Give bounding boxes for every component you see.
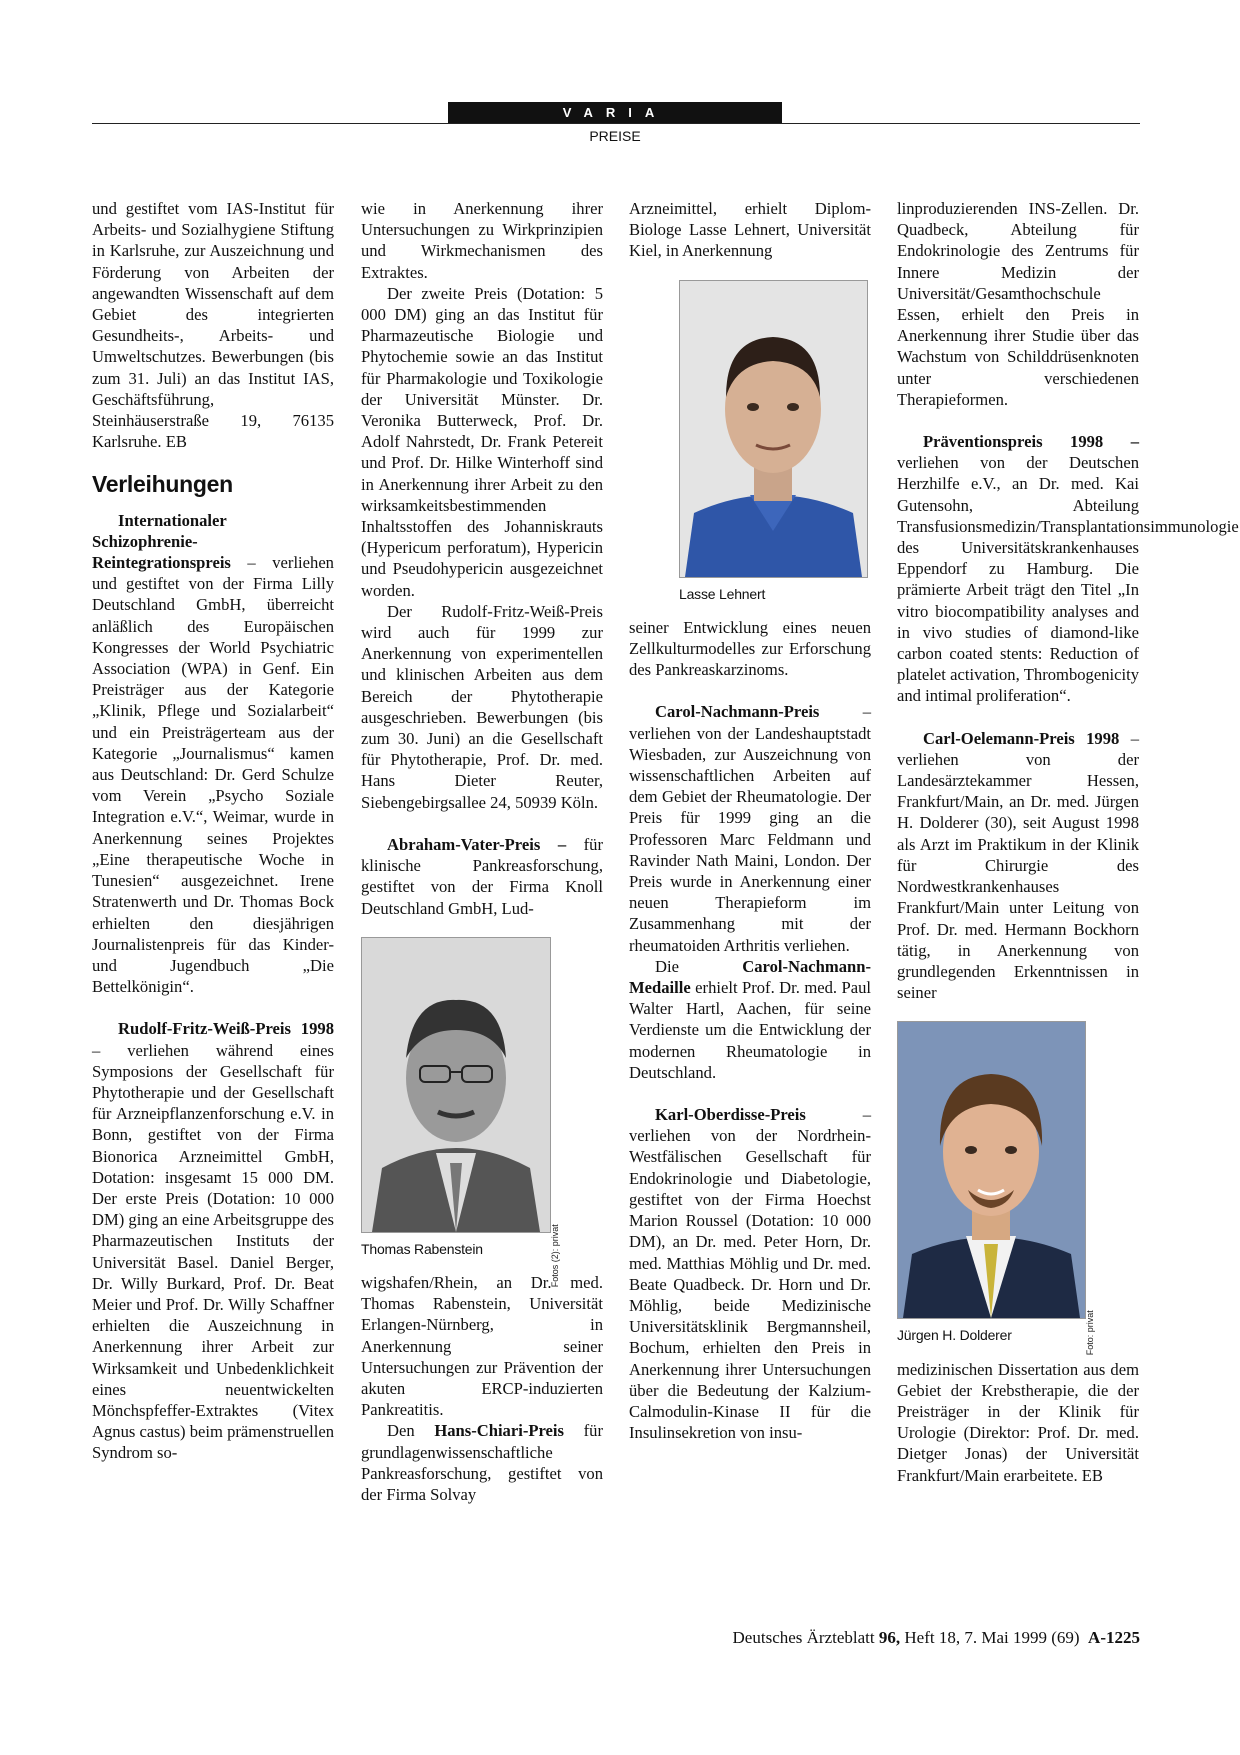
journal-name: Deutsches Ärzteblatt <box>732 1628 875 1647</box>
issue-info: Heft 18, 7. Mai 1999 (69) <box>904 1628 1080 1647</box>
award-title: Präventionspreis 1998 – <box>923 432 1139 452</box>
section-heading: Verleihungen <box>92 471 233 498</box>
page-footer <box>733 1628 1140 1648</box>
award-text: – verliehen von der Landeshauptstadt Wiesbaden, zur Auszeichnung von wissenschaftlichen Arbeiten auf dem Gebiet der Rheumatologie. Der Preis für 1999 ging an die Professoren Marc Feldmann und Ravinder Nath Maini, London. Der Preis wurde in Anerkennung einer neuen Therapieform im Zusammenhang mit der rheumatoiden Arthritis verliehen. <box>629 702 871 955</box>
paragraph <box>92 1018 334 1463</box>
section-subtitle: PREISE <box>589 128 641 144</box>
text-span: Die <box>655 956 743 976</box>
paragraph: und gestiftet vom IAS-Institut für Arbeits- und Sozialhygiene Stiftung in Karlsruhe, zur Auszeichnung und Förderung von Arbeiten der angewandten Wissenschaft auf dem Gebiet des integrierten Gesundheits-, Arbeits- und Umweltschutzes. Bewerbungen (bis zum 31. Juli) an das Institut IAS, Geschäftsführung, Steinhäuserstraße 19, 76135 Karlsruhe. EB <box>92 199 334 452</box>
award-title: Carl-Oelemann-Preis 1998 <box>923 728 1120 748</box>
paragraph <box>629 1104 871 1443</box>
photo-caption: Thomas Rabenstein <box>361 1240 483 1257</box>
paragraph <box>897 728 1139 1004</box>
paragraph <box>897 431 1239 707</box>
photo-lehnert <box>679 280 871 605</box>
award-text: für grundlagenwissenschaftliche Pankreasforschung, gestiftet von der Firma Solvay <box>361 1421 603 1504</box>
paragraph <box>629 701 871 955</box>
photo-caption: Jürgen H. Dolderer <box>897 1327 1012 1344</box>
photo-rabenstein <box>361 937 603 1287</box>
award-text: verliehen von der Deutschen Herzhilfe e.V., an Dr. med. Kai Gutensohn, Abteilung Transfusionsmedizin/Transplantationsimmunologie des Universitätskrankenhauses Eppendorf zu Hamburg. Die prämierte Arbeit trägt den Titel „In vitro biocompatibility analyses and in vivo studies of diamond-like carbon coated stents: Reduction of platelet activation, Thrombogenicity and intimal proliferation“. <box>897 453 1239 706</box>
award-title: Carol-Nachmann-Preis <box>655 702 820 722</box>
text-span: Den <box>387 1421 435 1441</box>
award-title: Carol-Nachmann-Medaille <box>629 956 871 998</box>
portrait-icon <box>898 1022 1085 1318</box>
volume-number: 96, <box>878 1628 901 1647</box>
page-number: A-1225 <box>1088 1628 1140 1647</box>
portrait-image <box>679 280 868 578</box>
award-title: Karl-Oberdisse-Preis <box>655 1105 806 1125</box>
column-4 <box>897 198 1239 1618</box>
column-2 <box>361 198 603 1618</box>
paragraph: seiner Entwicklung eines neuen Zellkulturmodelles zur Erforschung des Pankreaskarzinoms. <box>629 617 871 680</box>
portrait-icon <box>680 281 867 577</box>
paragraph: linproduzierenden INS-Zellen. Dr. Quadbeck, Abteilung für Endokrinologie des Zentrums für Innere Medizin der Universität/Gesamthochschule Essen, erhielt den Preis in Anerkennung ihrer Studie über das Wachstum von Schilddrüsenknoten unter verschiedenen Therapieformen. <box>897 199 1139 409</box>
award-title: Abraham-Vater-Preis – <box>387 834 567 854</box>
paragraph: Arzneimittel, erhielt Diplom-Biologe Lasse Lehnert, Universität Kiel, in Anerkennung <box>629 199 871 261</box>
award-title: Internationaler Schizophrenie-Reintegrationspreis <box>92 510 231 573</box>
award-title: Hans-Chiari-Preis <box>434 1421 564 1441</box>
paragraph: medizinischen Dissertation aus dem Gebiet der Krebstherapie, die der Preisträger in der Klinik für Urologie (Direktor: Prof. Dr. med. Dietger Jonas) der Universität Frankfurt/Main erarbeitete. EB <box>897 1359 1139 1485</box>
paragraph <box>629 956 871 1083</box>
paragraph: Der zweite Preis (Dotation: 5 000 DM) ging an das Institut für Pharmazeutische Biologie und Phytochemie sowie an das Institut für Pharmakologie und Toxikologie der Universität Münster. Dr. Veronika Butterweck, Prof. Dr. Adolf Nahrstedt, Dr. Frank Petereit und Prof. Dr. Hilke Winterhoff sind in Anerkennung ihrer Arbeit zu den wirksamkeitsbestimmenden Inhaltsstoffen des Johanniskrauts (Hypericum perforatum), Hypericin und Pseudohypericin ausgezeichnet worden. <box>361 283 603 600</box>
paragraph <box>92 510 334 998</box>
photo-dolderer <box>897 1021 1139 1356</box>
award-text: – verliehen während eines Symposions der Gesellschaft für Phytotherapie und der Gesellschaft für Arzneipflanzenforschung e.V. in Bonn, gestiftet von der Firma Bionorica Arzneimittel GmbH, Dotation: insgesamt 15 000 DM. Der erste Preis (Dotation: 10 000 DM) ging an eine Arbeitsgruppe des Pharmazeutischen Instituts der Universität Basel. Daniel Berger, Dr. Willy Burkard, Prof. Dr. Beat Meier und Prof. Dr. Willy Schaffner erhielten die Auszeichnung in Anerkennung ihrer Arbeit zur Wirksamkeit und Unbedenklichkeit eines neuentwickelten Mönchspfeffer-Extraktes (Vitex Agnus castus) beim prämenstruellen Syndrom so- <box>92 1040 334 1463</box>
paragraph: wigshafen/Rhein, an Dr. med. Thomas Rabenstein, Universität Erlangen-Nürnberg, in Anerkennung seiner Untersuchungen zur Prävention der akuten ERCP-induzierten Pankreatitis. <box>361 1272 603 1420</box>
award-text: – verliehen und gestiftet von der Firma Lilly Deutschland GmbH, überreicht anläßlich des Europäischen Kongresses der World Psychiatric Association (WPA) in Genf. Ein Preisträger aus der Kategorie „Klinik, Pflege und Sozialarbeit“ und ein Preisträgerteam aus der Kategorie „Journalismus“ kamen aus Deutschland: Dr. Gerd Schulze vom Verein „Psycho Soziale Integration e.V.“, Weimar, wurde in Anerkennung seines Projektes „Eine therapeutische Woche in Tunesien“ ausgezeichnet. Irene Stratenwerth und Dr. Thomas Bock erhielten den diesjährigen Journalistenpreis für das Kinder- und Jugendbuch „Die Bettelkönigin“. <box>92 553 334 997</box>
photo-caption: Lasse Lehnert <box>679 585 766 602</box>
paragraph: Der Rudolf-Fritz-Weiß-Preis wird auch für 1999 zur Anerkennung von experimentellen und klinischen Arbeiten aus dem Bereich der Phytotherapie ausgeschrieben. Bewerbungen (bis zum 30. Juni) an die Gesellschaft für Phytotherapie, Prof. Dr. med. Hans Dieter Reuter, Siebengebirgsallee 24, 50939 Köln. <box>361 601 603 812</box>
paragraph <box>361 834 603 919</box>
column-1 <box>92 198 334 1618</box>
award-text: – verliehen von der Landesärztekammer Hessen, Frankfurt/Main, an Dr. med. Jürgen H. Dolderer (30), seit August 1998 als Arzt im Praktikum in der Klinik für Chirurgie des Nordwestkrankenhauses Frankfurt/Main unter Leitung von Prof. Dr. med. Hermann Bockhorn tätig, in Anerkennung von grundlegenden Erkenntnissen in seiner <box>897 728 1139 1003</box>
column-3 <box>629 198 871 1618</box>
award-text: erhielt Prof. Dr. med. Paul Walter Hartl, Aachen, für seine Verdienste um die Entwicklung der modernen Rheumatologie in Deutschland. <box>629 978 871 1082</box>
award-title: Rudolf-Fritz-Weiß-Preis 1998 <box>118 1019 334 1039</box>
header-rule <box>92 123 1140 124</box>
paragraph: wie in Anerkennung ihrer Untersuchungen zu Wirkprinzipien und Wirkmechanismen des Extraktes. <box>361 199 603 282</box>
portrait-icon <box>362 938 550 1232</box>
section-bar: VARIA <box>448 102 782 123</box>
award-text: für klinische Pankreasforschung, gestiftet von der Firma Knoll Deutschland GmbH, Lud- <box>361 834 603 918</box>
photo-credit: Foto: privat <box>1084 1310 1095 1356</box>
photo-credit: Fotos (2): privat <box>549 1223 560 1287</box>
paragraph <box>361 1420 603 1505</box>
award-text: – verliehen von der Nordrhein-Westfälischen Gesellschaft für Endokrinologie und Diabetologie, gestiftet von der Firma Hoechst Marion Roussel (Dotation: 10 000 DM), an Dr. med. Peter Horn, Dr. med. Matthias Möhlig und Dr. med. Beate Quadbeck. Dr. Horn und Dr. Möhlig, beide Medizinische Universitätsklinik Bergmannsheil, Bochum, erhielten den Preis in Anerkennung ihrer Untersuchungen über die Bedeutung der Kalzium-Calmodulin-Kinase II für die Insulinsekretion von insu- <box>629 1105 871 1443</box>
